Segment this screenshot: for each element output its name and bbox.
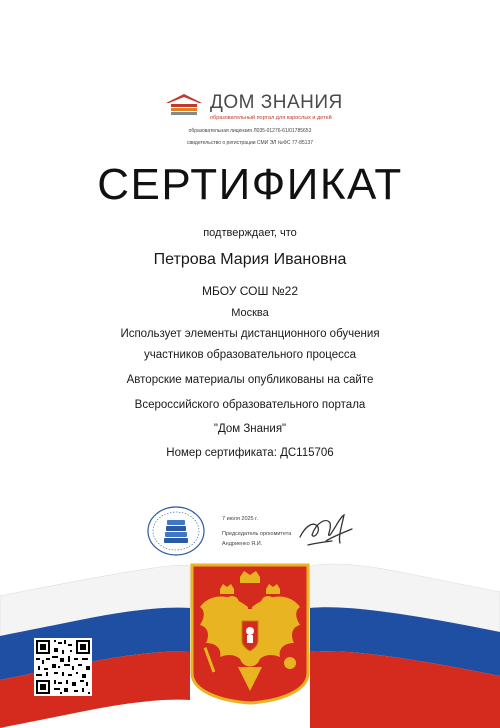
qr-code-icon <box>34 638 92 696</box>
house-books-logo-icon <box>164 92 204 116</box>
brand-tagline: образовательный портал для взрослых и детей <box>210 115 332 121</box>
signature-date: 7 июля 2025 г. <box>222 516 259 522</box>
usage-text-line-2: участников образовательного процесса <box>144 349 356 361</box>
brand-name: ДОМ ЗНАНИЯ <box>210 92 343 113</box>
recipient-name: Петрова Мария Ивановна <box>153 251 347 268</box>
publication-text-line-1: Авторские материалы опубликованы на сайте <box>126 374 374 386</box>
russian-coat-of-arms-icon <box>190 563 310 705</box>
certificate-number: Номер сертификата: ДС115706 <box>166 447 334 459</box>
handwritten-signature <box>296 507 356 553</box>
signer-role: Председатель оргкомитета <box>222 531 292 537</box>
signer-name: Андриенко Я.И. <box>222 541 263 547</box>
registry-text: свидетельство о регистрации СМИ ЭЛ №ФС 77-85137 <box>186 140 314 146</box>
usage-text-line-1: Использует элементы дистанционного обучения <box>120 328 380 340</box>
certificate-title: СЕРТИФИКАТ <box>97 160 403 209</box>
city-name: Москва <box>231 307 269 319</box>
license-text: образовательная лицензия Л035-01276-61/01785653 <box>188 128 312 134</box>
publication-text-line-3: "Дом Знания" <box>213 423 287 435</box>
school-name: МБОУ СОШ №22 <box>201 284 299 298</box>
qr-code[interactable] <box>34 638 92 696</box>
confirms-text: подтверждает, что <box>203 227 297 239</box>
publication-text-line-2: Всероссийского образовательного портала <box>134 399 366 411</box>
portal-logo <box>164 90 344 146</box>
